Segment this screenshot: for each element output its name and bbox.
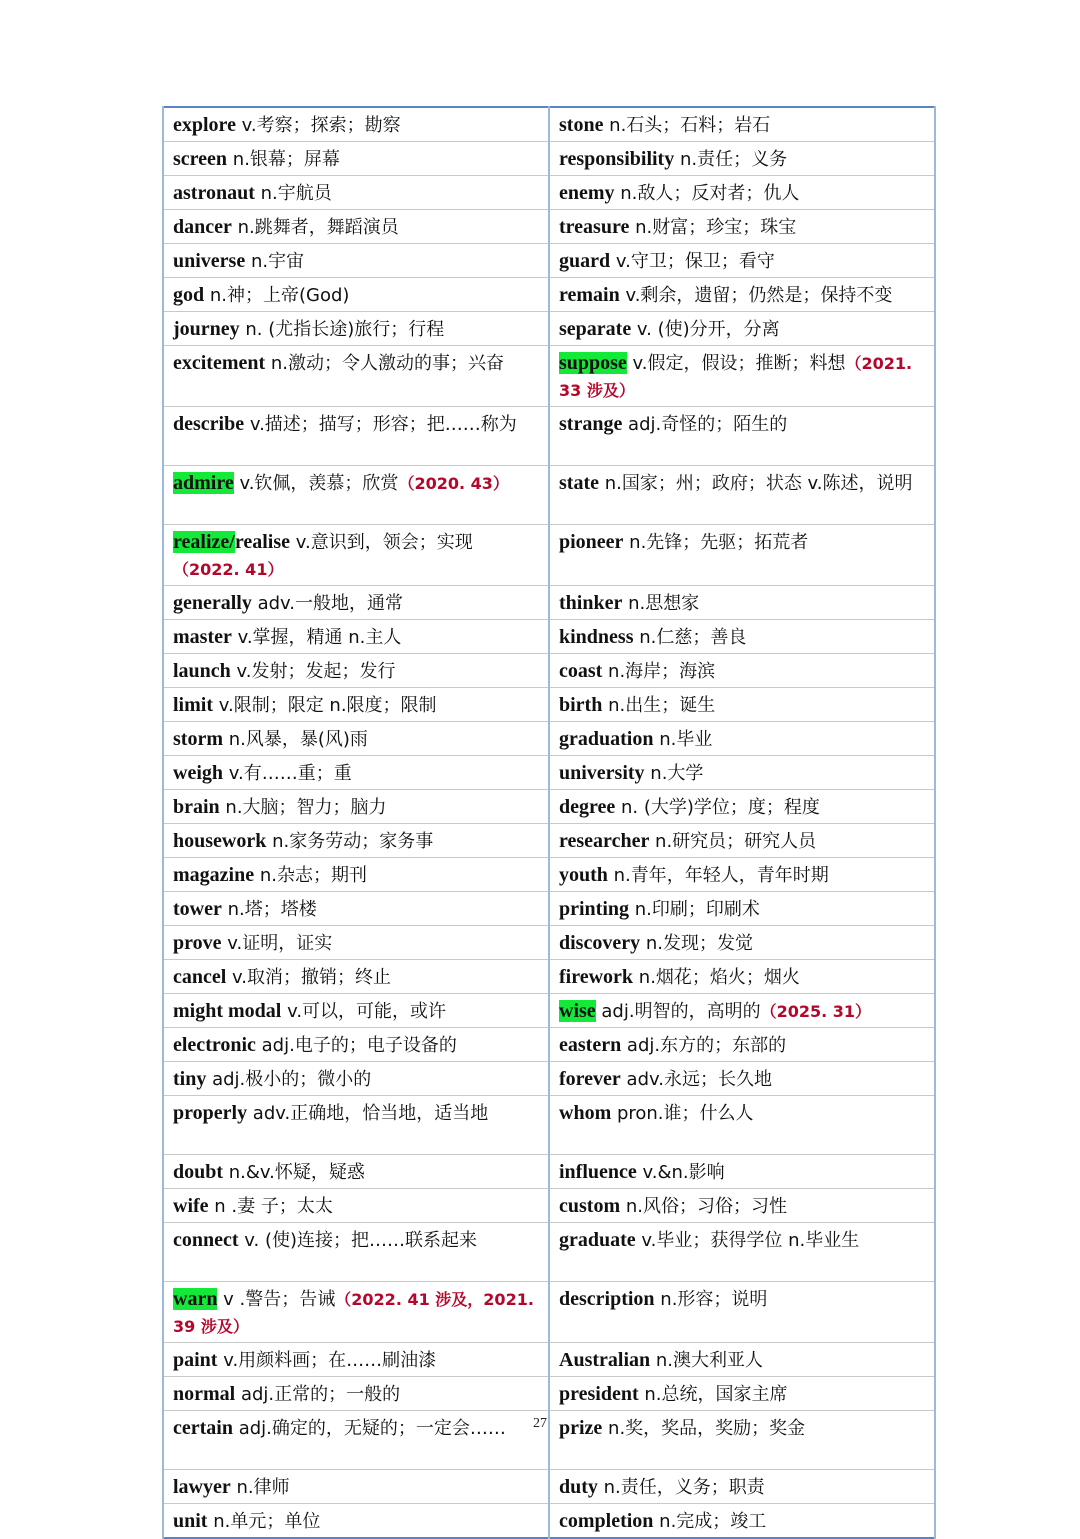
headword: brain — [173, 796, 220, 818]
headword: housework — [173, 830, 267, 852]
headword: realize/ — [173, 531, 235, 553]
vocab-entry — [163, 1189, 549, 1223]
vocab-entry — [549, 107, 935, 142]
table-row — [163, 407, 935, 466]
vocab-entry — [163, 824, 549, 858]
headword: strange — [559, 413, 623, 435]
vocab-entry — [163, 722, 549, 756]
vocab-entry — [549, 722, 935, 756]
vocab-entry — [549, 1028, 935, 1062]
headword: remain — [559, 284, 620, 306]
headword: responsibility — [559, 148, 675, 170]
definition: v.证明，证实 — [221, 933, 333, 954]
table-row — [163, 278, 935, 312]
headword: whom — [559, 1102, 612, 1124]
vocab-entry — [549, 960, 935, 994]
table-row — [163, 1189, 935, 1223]
table-row — [163, 244, 935, 278]
definition: v.毕业；获得学位 n.毕业生 — [635, 1230, 860, 1251]
headword: tower — [173, 898, 222, 920]
definition: v.&n.影响 — [636, 1162, 725, 1183]
definition: n.家务劳动；家务事 — [266, 831, 434, 852]
headword: state — [559, 472, 599, 494]
headword: degree — [559, 796, 616, 818]
definition: v.限制；限定 n.限度；限制 — [213, 695, 437, 716]
headword: forever — [559, 1068, 621, 1090]
vocab-entry — [163, 525, 549, 586]
definition: adj.电子的；电子设备的 — [255, 1035, 457, 1056]
table-row — [163, 346, 935, 407]
vocab-entry — [549, 525, 935, 586]
definition: v.有……重；重 — [223, 763, 352, 784]
definition: n.大脑；智力；脑力 — [219, 797, 387, 818]
definition: n.石头；石料；岩石 — [603, 115, 771, 136]
definition: v.取消；撤销；终止 — [226, 967, 392, 988]
headword: launch — [173, 660, 231, 682]
vocab-entry — [549, 1223, 935, 1282]
headword: wife — [173, 1195, 209, 1217]
vocab-entry — [163, 107, 549, 142]
table-row — [163, 1470, 935, 1504]
definition: v.意识到，领会；实现 — [290, 532, 473, 553]
headword: astronaut — [173, 182, 255, 204]
headword: prize — [559, 1417, 603, 1439]
table-row — [163, 525, 935, 586]
definition: n.塔；塔楼 — [221, 899, 317, 920]
table-row — [163, 1096, 935, 1155]
definition: n.形容；说明 — [654, 1289, 768, 1310]
table-row — [163, 858, 935, 892]
vocab-entry — [549, 892, 935, 926]
vocab-entry — [549, 407, 935, 466]
vocab-entry — [549, 1343, 935, 1377]
table-row — [163, 790, 935, 824]
headword: might modal — [173, 1000, 282, 1022]
headword: Australian — [559, 1349, 651, 1371]
vocab-entry — [163, 926, 549, 960]
headword: eastern — [559, 1034, 622, 1056]
definition: n.大学 — [644, 763, 704, 784]
headword: description — [559, 1288, 655, 1310]
headword: birth — [559, 694, 603, 716]
definition: n.神；上帝(God) — [204, 285, 350, 306]
definition: adv.正确地，恰当地，适当地 — [247, 1103, 489, 1124]
headword: master — [173, 626, 232, 648]
definition: n.杂志；期刊 — [254, 865, 367, 886]
definition: adj.明智的，高明的 — [595, 1001, 761, 1022]
vocab-entry — [549, 1282, 935, 1343]
vocab-entry — [163, 407, 549, 466]
headword: discovery — [559, 932, 641, 954]
vocab-entry — [163, 278, 549, 312]
vocab-entry — [549, 278, 935, 312]
definition: n.律师 — [230, 1477, 290, 1498]
table-row — [163, 960, 935, 994]
headword: excitement — [173, 352, 266, 374]
definition: adj.奇怪的；陌生的 — [622, 414, 788, 435]
table-row — [163, 1282, 935, 1343]
vocab-entry — [163, 1343, 549, 1377]
table-row — [163, 1504, 935, 1539]
vocab-entry — [549, 926, 935, 960]
vocab-entry — [163, 1470, 549, 1504]
headword: generally — [173, 592, 252, 614]
vocab-entry — [163, 620, 549, 654]
table-row — [163, 824, 935, 858]
table-row — [163, 142, 935, 176]
headword: explore — [173, 114, 236, 136]
vocab-entry — [163, 1504, 549, 1539]
vocab-entry — [549, 1377, 935, 1411]
definition: v.可以，可能，或许 — [281, 1001, 447, 1022]
definition: v .警告；告诫 — [217, 1289, 336, 1310]
definition: n.澳大利亚人 — [650, 1350, 763, 1371]
table-row — [163, 210, 935, 244]
table-row — [163, 722, 935, 756]
table-row — [163, 1223, 935, 1282]
definition: n.先锋；先驱；拓荒者 — [623, 532, 809, 553]
table-row — [163, 1155, 935, 1189]
vocab-entry — [549, 654, 935, 688]
table-row — [163, 586, 935, 620]
vocab-entry — [163, 892, 549, 926]
headword: custom — [559, 1195, 621, 1217]
headword: suppose — [559, 352, 627, 374]
table-row — [163, 1062, 935, 1096]
vocab-entry — [163, 1096, 549, 1155]
table-row — [163, 1343, 935, 1377]
headword: treasure — [559, 216, 630, 238]
definition: n.印刷；印刷术 — [629, 899, 760, 920]
vocab-entry — [163, 688, 549, 722]
definition: pron.谁；什么人 — [611, 1103, 754, 1124]
definition: n.激动；令人激动的事；兴奋 — [265, 353, 505, 374]
definition: n.总统，国家主席 — [638, 1384, 788, 1405]
vocab-entry — [163, 1282, 549, 1343]
exam-note: （2022. 41 涉及，2021. 39 涉及） — [173, 1290, 534, 1336]
vocab-entry — [549, 790, 935, 824]
definition: n.宇航员 — [254, 183, 332, 204]
table-row — [163, 654, 935, 688]
definition: n.银幕；屏幕 — [227, 149, 340, 170]
vocab-entry — [163, 312, 549, 346]
vocab-entry — [549, 1062, 935, 1096]
headword: god — [173, 284, 205, 306]
vocab-entry — [549, 858, 935, 892]
table-row — [163, 1377, 935, 1411]
headword: graduate — [559, 1229, 636, 1251]
vocab-entry — [549, 346, 935, 407]
vocab-entry — [549, 994, 935, 1028]
definition: v.钦佩，羡慕；欣赏 — [233, 473, 399, 494]
definition: n.仁慈；善良 — [633, 627, 747, 648]
page-number: 27 — [533, 1416, 547, 1431]
definition: v.发射；发起；发行 — [230, 661, 396, 682]
definition: v.描述；描写；形容；把……称为 — [244, 414, 517, 435]
headword: magazine — [173, 864, 255, 886]
headword: admire — [173, 472, 234, 494]
vocab-entry — [549, 688, 935, 722]
definition: adj.正常的；一般的 — [235, 1384, 401, 1405]
headword: doubt — [173, 1161, 224, 1183]
definition: n.风暴，暴(风)雨 — [222, 729, 368, 750]
vocab-entry — [549, 586, 935, 620]
definition: n.&v.怀疑，疑惑 — [223, 1162, 365, 1183]
table-row — [163, 107, 935, 142]
vocab-entry — [163, 756, 549, 790]
definition: n.财富；珍宝；珠宝 — [629, 217, 797, 238]
definition: v. (使)连接；把……联系起来 — [238, 1230, 478, 1251]
vocab-entry — [549, 1470, 935, 1504]
headword: firework — [559, 966, 634, 988]
definition: adv.一般地，通常 — [251, 593, 404, 614]
headword: certain — [173, 1417, 233, 1439]
headword: pioneer — [559, 531, 624, 553]
table-row — [163, 312, 935, 346]
table-row — [163, 466, 935, 525]
definition: n .妻 子；太太 — [208, 1196, 333, 1217]
vocab-entry — [163, 210, 549, 244]
headword: cancel — [173, 966, 227, 988]
vocab-entry — [549, 210, 935, 244]
table-row — [163, 926, 935, 960]
vocab-entry — [549, 1189, 935, 1223]
vocab-entry — [163, 1028, 549, 1062]
headword: enemy — [559, 182, 615, 204]
vocab-entry — [163, 994, 549, 1028]
vocab-entry — [163, 244, 549, 278]
headword: separate — [559, 318, 632, 340]
definition: n.完成；竣工 — [653, 1511, 767, 1532]
definition: n.发现；发觉 — [640, 933, 753, 954]
table-row — [163, 756, 935, 790]
vocab-entry — [163, 586, 549, 620]
definition: n.海岸；海滨 — [602, 661, 716, 682]
vocab-entry — [549, 244, 935, 278]
headword: completion — [559, 1510, 654, 1532]
headword: youth — [559, 864, 608, 886]
definition: n.责任，义务；职责 — [597, 1477, 765, 1498]
headword: guard — [559, 250, 611, 272]
definition: n.跳舞者，舞蹈演员 — [231, 217, 399, 238]
headword: unit — [173, 1510, 208, 1532]
headword: limit — [173, 694, 213, 716]
headword: prove — [173, 932, 222, 954]
table-row — [163, 994, 935, 1028]
definition: n. (大学)学位；度；程度 — [615, 797, 820, 818]
headword: thinker — [559, 592, 623, 614]
vocab-entry — [163, 1223, 549, 1282]
headword: normal — [173, 1383, 236, 1405]
definition: adj.东方的；东部的 — [621, 1035, 787, 1056]
definition: n.单元；单位 — [207, 1511, 321, 1532]
headword: weigh — [173, 762, 223, 784]
exam-note: （2025. 31） — [760, 1002, 872, 1021]
definition: n. (尤指长途)旅行；行程 — [239, 319, 445, 340]
vocab-entry — [163, 1377, 549, 1411]
vocab-entry — [549, 176, 935, 210]
definition: adv.永远；长久地 — [620, 1069, 772, 1090]
definition: v.考察；探索；勘察 — [235, 115, 401, 136]
vocab-entry — [163, 1062, 549, 1096]
headword: influence — [559, 1161, 637, 1183]
headword: dancer — [173, 216, 232, 238]
table-row — [163, 176, 935, 210]
vocabulary-table — [162, 106, 936, 1539]
headword: stone — [559, 114, 604, 136]
headword: journey — [173, 318, 240, 340]
definition: n.责任；义务 — [674, 149, 788, 170]
vocab-entry — [549, 824, 935, 858]
definition: n.国家；州；政府；状态 v.陈述，说明 — [598, 473, 913, 494]
headword: lawyer — [173, 1476, 231, 1498]
headword: storm — [173, 728, 223, 750]
definition: n.敌人；反对者；仇人 — [614, 183, 800, 204]
headword: paint — [173, 1349, 218, 1371]
headword: universe — [173, 250, 246, 272]
definition: adj.极小的；微小的 — [206, 1069, 372, 1090]
headword: kindness — [559, 626, 634, 648]
definition: n.宇宙 — [245, 251, 305, 272]
vocab-entry — [549, 756, 935, 790]
headword: wise — [559, 1000, 596, 1022]
definition: adj.确定的，无疑的；一定会…… — [232, 1418, 506, 1439]
headword: researcher — [559, 830, 650, 852]
headword: tiny — [173, 1068, 207, 1090]
headword: warn — [173, 1288, 218, 1310]
headword: electronic — [173, 1034, 256, 1056]
definition: n.研究员；研究人员 — [649, 831, 817, 852]
vocab-entry — [163, 466, 549, 525]
headword-variant: realise — [234, 531, 290, 553]
definition: v.假定，假设；推断；料想 — [626, 353, 846, 374]
vocab-entry — [549, 466, 935, 525]
headword: graduation — [559, 728, 654, 750]
exam-note: （2021. 33 涉及） — [559, 354, 913, 400]
headword: connect — [173, 1229, 239, 1251]
definition: n.烟花；焰火；烟火 — [633, 967, 800, 988]
definition: n.奖，奖品，奖励；奖金 — [602, 1418, 806, 1439]
table-row — [163, 620, 935, 654]
vocab-entry — [163, 346, 549, 407]
headword: printing — [559, 898, 630, 920]
exam-note: （2020. 43） — [398, 474, 509, 493]
headword: duty — [559, 1476, 598, 1498]
vocab-entry — [163, 858, 549, 892]
definition: v.掌握，精通 n.主人 — [231, 627, 402, 648]
vocab-entry — [549, 312, 935, 346]
definition: v. (使)分开，分离 — [631, 319, 780, 340]
table-row — [163, 1028, 935, 1062]
table-row — [163, 688, 935, 722]
vocab-entry — [163, 790, 549, 824]
vocab-entry — [549, 142, 935, 176]
vocab-entry — [163, 142, 549, 176]
exam-note: （2022. 41） — [173, 560, 284, 579]
vocab-entry — [163, 654, 549, 688]
vocab-entry — [163, 960, 549, 994]
headword: properly — [173, 1102, 248, 1124]
vocab-entry — [163, 1155, 549, 1189]
definition: v.守卫；保卫；看守 — [610, 251, 775, 272]
definition: n.青年，年轻人，青年时期 — [607, 865, 829, 886]
vocab-entry — [549, 1096, 935, 1155]
definition: v.剩余，遗留；仍然是；保持不变 — [619, 285, 893, 306]
vocab-entry — [163, 176, 549, 210]
table-row — [163, 892, 935, 926]
headword: university — [559, 762, 645, 784]
definition: n.出生；诞生 — [602, 695, 716, 716]
headword: describe — [173, 413, 245, 435]
vocab-entry — [549, 1155, 935, 1189]
headword: president — [559, 1383, 639, 1405]
definition: n.毕业 — [653, 729, 713, 750]
vocab-entry — [549, 620, 935, 654]
headword: screen — [173, 148, 228, 170]
headword: coast — [559, 660, 603, 682]
definition: n.思想家 — [622, 593, 700, 614]
definition: n.风俗；习俗；习性 — [620, 1196, 787, 1217]
vocab-entry — [549, 1504, 935, 1539]
definition: v.用颜料画；在……刷油漆 — [217, 1350, 437, 1371]
